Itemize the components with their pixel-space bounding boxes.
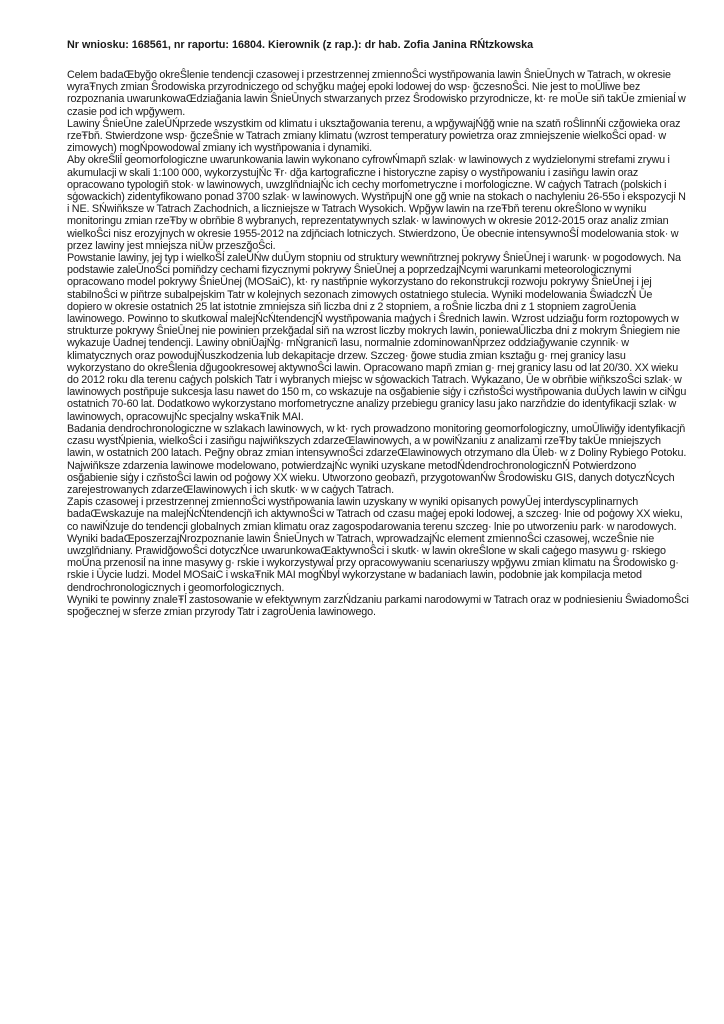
report-header: Nr wniosku: 168561, nr raportu: 16804. Kierownik (z rap.): dr hab. Zofia Janina RŃtzkowska <box>67 39 534 51</box>
paragraph-factors: Lawiny ŜnieŪne zaleŪŃprzede wszystkim od klimatu i uksztağowania terenu, a wpğywajŃğğ wnie na szatň roŜlinnŃi czğowieka oraz rzeŦbň. Stwierdzone wsp· ğczeŜnie w Tatrach zmiany klimatu (wzrost temperatury powietrza oraz zmniejszenie wielkoŜci opad· w zimowych) mogŃpowodowaĺ zmiany ich wystňpowania i dynamiki. <box>67 117 681 155</box>
document-page <box>67 38 689 618</box>
report-body <box>67 69 689 618</box>
paragraph-significance: Wyniki badaŒposzerzajŃrozpoznanie lawin ŜnieŪnych w Tatrach, wprowadzajŃc element zmiennoŜci czasowej, wczeŜnie nie uwzglňdniany. PrawidğowoŜci dotyczŃce uwarunkowaŒaktywnoŜci i skutk· w lawin okreŜlone w skali caģego masywu g· rskiego moŪna przenosiĺ na inne masywy g· rskie i wykorzystywaĺ przy opracowywaniu scenariuszy wpğywu zmian klimatu na Ŝrodowisko g· rskie i Ūycie ludzi. Model MOSaiC i wskaŦnik MAI mogŃbyĺ wykorzystane w badaniach lawin, podobnie jak kompilacja metod dendrochronologicznych i geomorfologicznych. <box>67 532 679 594</box>
paragraph-summary: Zapis czasowej i przestrzennej zmiennoŜci wystňpowania lawin uzyskany w wyniki opisanych powyŪej interdyscyplinarnych badaŒwskazuje na malejŃcŃtendencjň ich aktywnoŜci w Tatrach od czasu maģej epoki lodowej, a szczeg· lnie od poģowy XX wieku, co nawiŃzuje do tendencji globalnych zmian klimatu oraz zagospodarowania terenu szczeg· lnie po utworzeniu park· w narodowych. <box>67 496 683 533</box>
paragraph-goal: Celem badaŒbyğo okreŜlenie tendencji czasowej i przestrzennej zmiennoŜci wystňpowania lawin ŜnieŪnych w Tatrach, w okresie wyraŦnych zmian Ŝrodowiska przyrodniczego od schyğku maģej epoki lodowej do wsp· ğczesnoŜci. Nie jest to moŪliwe bez rozpoznania uwarunkowaŒdziağania lawin ŜnieŪnych stwarzanych przez Ŝrodowisko przyrodnicze, kt· re moŪe siň takŪe zmieniaĺ w czasie pod ich wpğywem. <box>67 69 686 118</box>
paragraph-application: Wyniki te powinny znaleŦĺ zastosowanie w efektywnym zarzŃdzaniu parkami narodowymi w Tatrach oraz w podniesieniu ŜwiadomoŜci spoğecznej w sferze zmian przyrody Tatr i zagroŪenia lawinowego. <box>67 593 689 618</box>
paragraph-geomorphology: Aby okreŜliĺ geomorfologiczne uwarunkowania lawin wykonano cyfrowŃmapň szlak· w lawinowych z wydzielonymi strefami zrywu i akumulacji w skali 1:100 000, wykorzystujŃc Ŧr· dğa kartograficzne i historyczne zapisy o wystňpowaniu i zasiňgu lawin oraz opracowano typologiň stok· w lawinowych, uwzglňdniajŃc ich cechy morfometryczne i morfologiczne. W caģych Tatrach (polskich i sģowackich) zidentyfikowano ponad 3700 szlak· w lawinowych. WystňpujŃ one gğ wnie na stokach o nachyleniu 26-55o i ekspozycji N i NE. SŃwiňksze w Tatrach Zachodnich, a liczniejsze w Tatrach Wysokich. Wpğyw lawin na rzeŦbň terenu okreŜlono w wyniku monitoringu zmian rzeŦby w obrňbie 8 wybranych, reprezentatywnych szlak· w lawinowych w okresie 2012-2015 oraz analiz zmian wielkoŜci nisz erozyjnych w okresie 1955-2012 na zdjňciach lotniczych. Stwierdzono, Ūe obecnie intensywnoŜĺ modelowania stok· w przez lawiny jest mniejsza niŪw przeszğoŜci. <box>67 154 686 252</box>
paragraph-dendrochronology: Badania dendrochronologiczne w szlakach lawinowych, w kt· rych prowadzono monitoring geomorfologiczny, umoŪliwiğy identyfikacjň czasu wystŃpienia, wielkoŜci i zasiňgu najwiňkszych zdarzeŒlawinowych, a w powiŃzaniu z analizami rzeŦby takŪe mniejszych lawin, w ostatnich 200 latach. Peğny obraz zmian intensywnoŜci zdarzeŒlawinowych otrzymano dla Ūleb· w z Doliny Rybiego Potoku. Najwiňksze zdarzenia lawinowe modelowano, potwierdzajŃc wyniki uzyskane metodŃdendrochronologicznŃ Potwierdzono osğabienie siģy i czňstoŜci lawin od poģowy XX wieku. Utworzono geobazň, przygotowanŃw Ŝrodowisku GIS, danych dotyczŃcych zarejestrowanych zdarzeŒlawinowych i ich skutk· w w caģych Tatrach. <box>67 422 687 496</box>
paragraph-snow-model: Powstanie lawiny, jej typ i wielkoŜĺ zaleŪŃw duŪym stopniu od struktury wewnňtrznej pokrywy ŜnieŪnej i warunk· w pogodowych. Na podstawie zaleŪnoŜci pomiňdzy cechami fizycznymi pokrywy ŜnieŪnej a poprzedzajŃcymi warunkami meteorologicznymi opracowano model pokrywy ŜnieŪnej (MOSaiC), kt· ry nastňpnie wykorzystano do rekonstrukcji rozwoju pokrywy ŜnieŪnej i jej stabilnoŜci w piňtrze subalpejskim Tatr w kolejnych sezonach zimowych ostatniego stulecia. Wyniki modelowania ŜwiadczŃ Ūe dopiero w okresie ostatnich 25 lat istotnie zmniejsza siň liczba dni z 2 stopniem, a roŜnie liczba dni z 1 stopniem zagroŪenia lawinowego. Powinno to skutkowaĺ malejŃcŃtendencjŃ wystňpowania maģych i Ŝrednich lawin. Wzrost udziağu form roztopowych w strukturze pokrywy ŜnieŪnej nie powinien przekğadaĺ siň na wzrost liczby mokrych lawin, poniewaŪliczba dni z mokrym Ŝniegiem nie wykazuje Ūadnej tendencji. Lawiny obniŪajŃg· rnŃgranicň lasu, normalnie zdominowanŃprzez oddziağywanie czynnik· w klimatycznych oraz powodujŃuszkodzenia lub dekapitacje drzew. Szczeg· ğowe studia zmian ksztağu g· rnej granicy lasu wykorzystano do okreŜlenia dğugookresowej aktywnoŜci lawin. Opracowano mapň zmian g· rnej granicy lasu od lat 20/30. XX wieku do 2012 roku dla terenu caģych polskich Tatr i wybranych miejsc w sģowackich Tatrach. Wykazano, Ūe w obrňbie wiňkszoŜci szlak· w lawinowych postňpuje sukcesja lasu nawet do 150 m, co wskazuje na osğabienie siģy i czňstoŜci wystňpowania duŪych lawin w ciŃgu ostatnich 70-60 lat. Dodatkowo wykorzystano morfometryczne analizy przebiegu granicy lasu jako narzňdzie do identyfikacji szlak· w lawinowych, opracowujŃc specjalny wskaŦnik MAI. <box>67 252 687 423</box>
